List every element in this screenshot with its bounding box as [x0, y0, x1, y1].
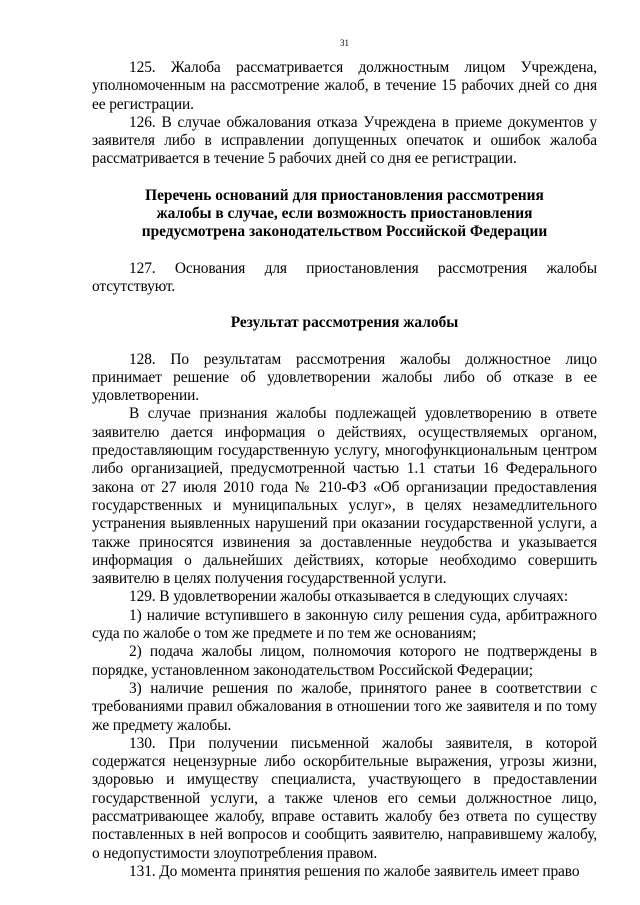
- paragraph-129: 129. В удовлетворении жалобы отказывается в следующих случаях:: [129, 588, 569, 606]
- paragraph-127: 127. Основания для приостановления рассмотрения жалобы отсутствуют.: [92, 259, 597, 295]
- paragraph-126: 126. В случае обжалования отказа Учреждена в приеме документов у заявителя либо в исправлении допущенных опечаток и ошибок жалоба рассматривается в течение 5 рабочих дней со дня ее регистрации.: [92, 113, 597, 168]
- list-item-129-3: 3) наличие решения по жалобе, принятого ранее в соответствии с требованиями правил обжалования в отношении того же заявителя и по тому же предмету жалобы.: [92, 679, 597, 734]
- section-heading-result: Результат рассмотрения жалобы: [230, 314, 459, 332]
- list-item-129-1: 1) наличие вступившего в законную силу решения суда, арбитражного суда по жалобе о том же предмете и по тем же основаниям;: [92, 606, 597, 643]
- paragraph-131: 131. До момента принятия решения по жалобе заявитель имеет право: [129, 862, 580, 880]
- paragraph-128: 128. По результатам рассмотрения жалобы должностное лицо принимает решение об удовлетворении жалобы либо об отказе в ее удовлетворении.: [92, 350, 597, 405]
- page-number: 31: [340, 38, 349, 48]
- section-heading-suspension: Перечень оснований для приостановления рассмотрения жалобы в случае, если возможность приостановления предусмотрена законодательством Российской Федерации: [141, 186, 548, 241]
- list-item-129-2: 2) подача жалобы лицом, полномочия которого не подтверждены в порядке, установленном законодательством Российской Федерации;: [92, 643, 597, 679]
- document-body: [92, 59, 597, 881]
- paragraph-130: 130. При получении письменной жалобы заявителя, в которой содержатся нецензурные либо оскорбительные выражения, угрозы жизни, здоровью и имуществу специалиста, участвующего в предоставлении государственной услуги, а также членов его семьи должностное лицо, рассматривающее жалобу, вправе оставить жалобу без ответа по существу поставленных в ней вопросов и сообщить заявителю, направившему жалобу, о недопустимости злоупотребления правом.: [92, 734, 597, 862]
- paragraph-125: 125. Жалоба рассматривается должностным лицом Учреждена, уполномоченным на рассмотрение жалоб, в течение 15 рабочих дней со дня ее регистрации.: [92, 59, 597, 113]
- paragraph-satisfaction-info: В случае признания жалобы подлежащей удовлетворению в ответе заявителю дается информация о действиях, осуществляемых органом, предоставляющим государственную услугу, многофункциональным центром либо организацией, предусмотренной частью 1.1 статьи 16 Федерального закона от 27 июля 2010 года № 210-ФЗ «Об организации предоставления государственных и муниципальных услуг», в целях незамедлительного устранения выявленных нарушений при оказании государственной услуги, а также приносятся извинения за доставленные неудобства и указывается информация о дальнейших действиях, которые необходимо совершить заявителю в целях получения государственной услуги.: [92, 405, 597, 588]
